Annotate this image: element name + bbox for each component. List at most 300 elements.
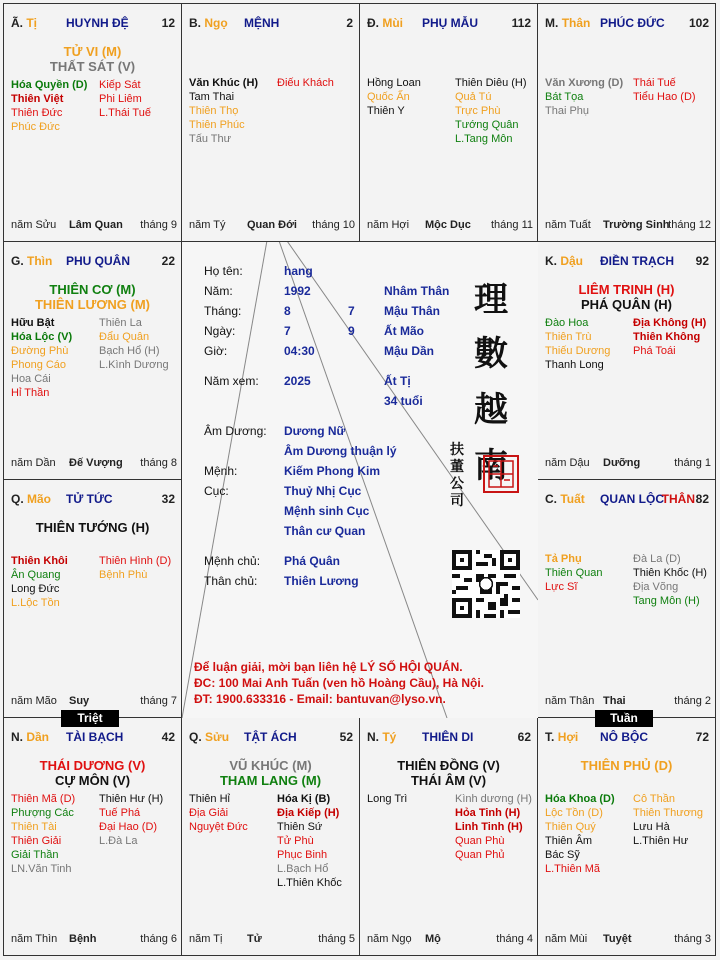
main-star: THIÊN TƯỚNG (H) [35, 520, 150, 535]
branch-stem: T. [545, 730, 555, 744]
dai-han-year: năm Hợi [367, 219, 410, 231]
minor-stars-left [545, 552, 630, 594]
palace-name: MỆNH [244, 16, 280, 30]
branch-name: Tý [382, 730, 397, 744]
minor-star: Tuế Phá [99, 807, 141, 819]
palace-footer [11, 933, 177, 947]
minor-star: Linh Tinh (H) [455, 821, 523, 833]
minor-stars-right [277, 76, 360, 90]
branch-stem: B. [189, 16, 201, 30]
palace-branch [11, 16, 37, 30]
palace-number: 72 [695, 730, 709, 744]
main-star: THÁI DƯƠNG (V) [39, 758, 146, 773]
palace-footer [11, 219, 177, 233]
palace-suu [182, 718, 360, 956]
trang-sinh: Dưỡng [603, 457, 641, 469]
minor-star: Thiên Việt [11, 93, 64, 105]
branch-name: Hợi [557, 730, 579, 744]
main-stars [538, 282, 715, 312]
minor-star: Kình dương (H) [455, 793, 532, 805]
minor-stars-left [545, 792, 630, 876]
dai-han-year: năm Tuất [545, 219, 591, 231]
minor-star: Thiên Âm [545, 835, 593, 847]
value-ngay-can: Ất Mão [384, 324, 424, 338]
main-stars [360, 758, 537, 788]
minor-star: Thiên Phúc [189, 119, 245, 131]
palace-footer [545, 933, 711, 947]
minor-star: Thai Phụ [545, 105, 590, 117]
minor-star: Nguyệt Đức [189, 821, 248, 833]
palace-branch [11, 492, 51, 506]
value-nam-xem-can: Ất Tị [384, 374, 411, 388]
luu-month: tháng 5 [318, 933, 355, 945]
branch-name: Mùi [382, 16, 404, 30]
branch-stem: C. [545, 492, 557, 506]
minor-star: Thiên Y [367, 105, 405, 117]
minor-star: Thiên Sứ [277, 821, 323, 833]
minor-star: Đại Hao (D) [99, 821, 158, 833]
palace-footer [367, 219, 533, 233]
main-star: VŨ KHÚC (M) [229, 758, 312, 773]
minor-star: Thiên Thọ [189, 105, 239, 117]
palace-footer [189, 933, 355, 947]
palace-header [545, 254, 711, 270]
minor-star: Phong Cáo [11, 359, 67, 371]
dai-han-year: năm Mão [11, 695, 57, 707]
minor-star: Bác Sỹ [545, 849, 580, 861]
branch-stem: Q. [189, 730, 202, 744]
main-star: TỬ VI (M) [63, 44, 122, 59]
palace-header [189, 16, 355, 32]
branch-name: Thân [561, 16, 591, 30]
label-gio: Giờ: [204, 344, 228, 358]
minor-star: Tướng Quân [455, 119, 519, 131]
trang-sinh: Bệnh [69, 933, 97, 945]
palace-header [367, 16, 533, 32]
palace-branch [11, 254, 52, 268]
palace-hoi [538, 718, 716, 956]
branch-name: Dần [26, 730, 50, 744]
minor-stars-right [277, 792, 360, 890]
main-stars [4, 282, 181, 312]
minor-star: Thiên Tài [11, 821, 57, 833]
minor-star: Thiên Quý [545, 821, 596, 833]
palace-branch [545, 16, 590, 30]
minor-star: Phi Liêm [99, 93, 142, 105]
palace-name: TỬ TỨC [66, 492, 113, 506]
trang-sinh: Đế Vượng [69, 457, 123, 469]
trang-sinh: Thai [603, 695, 626, 707]
calligraphy-char-2: 數 [474, 334, 508, 374]
palace-name: NÔ BỘC [600, 730, 648, 744]
minor-stars-left [189, 792, 274, 834]
palace-number: 62 [517, 730, 531, 744]
palace-name: ĐIỀN TRẠCH [600, 254, 674, 268]
minor-star: Đẩu Quân [99, 331, 150, 343]
palace-footer [545, 457, 711, 471]
minor-star: L.Tang Môn [455, 133, 513, 145]
minor-star: Hóa Lộc (V) [11, 331, 73, 343]
palace-footer [545, 695, 711, 709]
trang-sinh: Quan Đới [247, 219, 297, 231]
palace-number: 52 [339, 730, 353, 744]
value-nam: 1992 [284, 284, 311, 298]
palace-header [545, 492, 711, 508]
main-star: THÁI ÂM (V) [410, 773, 487, 788]
value-ngay-a: 7 [284, 324, 291, 338]
palace-name: PHÚC ĐỨC [600, 16, 665, 30]
palace-footer [189, 219, 355, 233]
contact-line-2: ĐC: 100 Mai Anh Tuấn (ven hồ Hoàng Cầu), Hà Nội. [194, 676, 485, 690]
branch-stem: Đ. [367, 16, 379, 30]
minor-star: Địa Kiếp (H) [277, 807, 340, 819]
minor-star: Phúc Đức [11, 121, 60, 133]
palace-number: 112 [511, 16, 531, 30]
trang-sinh: Lâm Quan [69, 219, 123, 231]
branch-stem: M. [545, 16, 559, 30]
palace-number: 92 [695, 254, 709, 268]
palace-name: TẬT ÁCH [244, 730, 297, 744]
minor-star: Thiên Không [633, 331, 701, 343]
branch-stem: Q. [11, 492, 24, 506]
minor-stars-left [367, 76, 452, 118]
minor-star: Tử Phù [277, 835, 314, 847]
minor-star: Thiên Hình (D) [99, 555, 172, 567]
calligraphy-char-3: 越 [474, 390, 508, 430]
palace-branch [545, 254, 583, 268]
minor-star: Thiên Diêu (H) [455, 77, 527, 89]
branch-stem: K. [545, 254, 557, 268]
branch-name: Ngọ [204, 16, 228, 30]
main-stars [4, 520, 181, 535]
minor-stars-right [633, 76, 716, 104]
center-panel [182, 242, 538, 718]
branch-stem: G. [11, 254, 24, 268]
main-star: PHÁ QUÂN (H) [581, 297, 672, 312]
tuan-tag: Tuần [595, 710, 653, 727]
minor-star: Văn Khúc (H) [189, 77, 259, 89]
luu-month: tháng 2 [674, 695, 711, 707]
label-am-duong: Âm Dương: [204, 424, 267, 438]
calligraphy-char-1: 理 [474, 280, 508, 320]
palace-number: 102 [688, 16, 709, 30]
minor-star: Thanh Long [545, 359, 604, 371]
value-tuoi: 34 tuổi [384, 394, 423, 408]
label-menh: Mệnh: [204, 464, 238, 478]
minor-star: Trực Phù [455, 105, 501, 117]
minor-stars-right [99, 792, 182, 848]
minor-star: Thiên Đức [11, 107, 63, 119]
palace-branch [11, 730, 49, 744]
minor-stars-left [11, 78, 96, 134]
value-am-duong: Dương Nữ [284, 424, 346, 438]
palace-than [538, 4, 716, 242]
minor-stars-right [633, 552, 716, 608]
minor-star: Thái Tuế [633, 77, 676, 89]
main-star: THIÊN ĐỒNG (V) [397, 758, 500, 773]
label-than-chu: Thân chủ: [204, 574, 258, 588]
label-nam: Năm: [204, 284, 233, 298]
dai-han-year: năm Thìn [11, 933, 58, 945]
minor-star: Quan Phủ [455, 849, 505, 861]
main-stars [4, 758, 181, 788]
branch-name: Sửu [205, 730, 230, 744]
label-nam-xem: Năm xem: [204, 374, 259, 388]
minor-star: Địa Không (H) [633, 317, 707, 329]
minor-star: Giải Thần [11, 849, 59, 861]
palace-name: HUYNH ĐỆ [66, 16, 129, 30]
minor-star: Bệnh Phù [99, 569, 148, 581]
luu-month: tháng 6 [140, 933, 177, 945]
minor-star: Phá Toái [633, 345, 676, 357]
minor-star: Thiên Hư (H) [99, 793, 164, 805]
minor-star: Lưu Hà [633, 821, 670, 833]
minor-star: Quan Phù [455, 835, 505, 847]
minor-star: Long Trì [367, 793, 408, 805]
value-cuc: Thuỷ Nhị Cục [284, 484, 362, 498]
palace-number: 42 [161, 730, 175, 744]
minor-star: Kiếp Sát [99, 79, 141, 91]
dai-han-year: năm Dần [11, 457, 56, 469]
calligraphy-char-4: 南 [474, 446, 508, 486]
palace-name: PHU QUÂN [66, 254, 131, 268]
value-thang-a: 8 [284, 304, 291, 318]
minor-star: Quả Tú [455, 91, 492, 103]
dai-han-year: năm Tị [189, 933, 223, 945]
palace-branch [545, 492, 585, 506]
minor-star: Điếu Khách [277, 77, 334, 89]
minor-star: Bát Tọa [545, 91, 584, 103]
branch-stem: N. [11, 730, 23, 744]
palace-header [545, 16, 711, 32]
minor-star: Cô Thần [633, 793, 675, 805]
trang-sinh: Mộc Dục [425, 219, 471, 231]
main-stars [4, 44, 181, 74]
minor-star: L.Kình Dương [99, 359, 169, 371]
minor-star: L.Bạch Hổ [277, 863, 329, 875]
palace-footer [11, 695, 177, 709]
contact-line-3: ĐT: 1900.633316 - Email: bantuvan@lyso.vn. [194, 692, 446, 706]
palace-number: 12 [161, 16, 175, 30]
main-star: THAM LANG (M) [219, 773, 322, 788]
dai-han-year: năm Thân [545, 695, 595, 707]
value-gio: 04:30 [284, 344, 315, 358]
minor-star: Hóa Khoa (D) [545, 793, 615, 805]
minor-star: L.Lộc Tồn [11, 597, 60, 609]
minor-stars-left [11, 554, 96, 610]
dai-han-year: năm Dậu [545, 457, 590, 469]
label-cuc: Cục: [204, 484, 229, 498]
palace-header [11, 730, 177, 746]
value-thang-b: 7 [348, 304, 355, 318]
minor-star: Lực Sĩ [545, 581, 578, 593]
branch-name: Tuất [560, 492, 585, 506]
palace-ty [4, 4, 182, 242]
minor-star: LN.Văn Tinh [11, 863, 72, 875]
palace-branch [367, 730, 396, 744]
palace-branch [189, 730, 229, 744]
palace-dan [4, 718, 182, 956]
minor-star: Thiên La [99, 317, 142, 329]
label-ngay: Ngày: [204, 324, 236, 338]
minor-stars-right [99, 554, 182, 582]
minor-star: Hồng Loan [367, 77, 421, 89]
minor-star: Văn Xương (D) [545, 77, 624, 89]
minor-stars-left [545, 316, 630, 372]
value-nam-can: Nhâm Thân [384, 284, 450, 298]
minor-star: Thiên Trù [545, 331, 592, 343]
minor-stars-left [11, 792, 96, 876]
palace-branch [545, 730, 578, 744]
value-gio-can: Mậu Dần [384, 344, 435, 358]
triet-tag: Triệt [61, 710, 119, 727]
minor-star: Tả Phụ [545, 553, 582, 565]
minor-stars-right [455, 792, 538, 862]
minor-stars-left [189, 76, 274, 146]
palace-name: QUAN LỘC [600, 492, 664, 506]
minor-star: Tấu Thư [189, 133, 232, 145]
dai-han-year: năm Mùi [545, 933, 588, 945]
palace-mui [360, 4, 538, 242]
main-star: THẤT SÁT (V) [49, 59, 136, 74]
minor-star: Thiếu Dương [545, 345, 611, 357]
value-am-duong-2: Âm Dương thuận lý [284, 444, 397, 458]
palace-number: 82 [695, 492, 709, 506]
luu-month: tháng 12 [668, 219, 711, 231]
minor-star: Hóa Quyền (D) [11, 79, 88, 91]
dai-han-year: năm Ngọ [367, 933, 412, 945]
minor-star: Địa Giải [189, 807, 229, 819]
minor-star: Đà La (D) [633, 553, 681, 565]
palace-header [11, 16, 177, 32]
main-star: THIÊN CƠ (M) [49, 282, 136, 297]
value-menh: Kiếm Phong Kim [284, 464, 381, 478]
minor-star: Phượng Các [11, 807, 74, 819]
minor-star: L.Thiên Mã [545, 863, 601, 875]
branch-stem: Ã. [11, 16, 23, 30]
minor-star: L.Thiên Khốc [277, 877, 342, 889]
trang-sinh: Suy [69, 695, 90, 707]
palace-branch [367, 16, 403, 30]
minor-star: Thiên Hỉ [189, 793, 230, 805]
dai-han-year: năm Sửu [11, 219, 57, 231]
palace-footer [11, 457, 177, 471]
main-star: CỰ MÔN (V) [54, 773, 131, 788]
minor-star: Địa Võng [633, 581, 679, 593]
palace-mao [4, 480, 182, 718]
minor-star: Lộc Tồn (D) [545, 807, 603, 819]
contact-line-1: Để luận giải, mời bạn liên hệ LÝ SỐ HỘI QUÁN. [194, 660, 463, 674]
palace-ngo [182, 4, 360, 242]
main-stars [182, 758, 359, 788]
minor-star: Đường Phù [11, 345, 69, 357]
palace-header [189, 730, 355, 746]
trang-sinh: Mộ [425, 933, 441, 945]
palace-ty2 [360, 718, 538, 956]
minor-star: L.Thiên Hư [633, 835, 689, 847]
minor-stars-right [99, 78, 182, 120]
than-marker: THÂN [661, 492, 695, 506]
label-menh-chu: Mệnh chủ: [204, 554, 261, 568]
branch-stem: N. [367, 730, 379, 744]
luu-month: tháng 10 [312, 219, 355, 231]
palace-name: THIÊN DI [422, 730, 474, 744]
minor-star: Thiên Mã (D) [11, 793, 76, 805]
minor-stars-right [99, 316, 182, 372]
label-ho-ten: Họ tên: [204, 264, 243, 278]
value-than-chu: Thiên Lương [284, 574, 359, 588]
value-menh-chu: Phá Quân [284, 554, 341, 568]
minor-star: Thiên Giải [11, 835, 62, 847]
trang-sinh: Trường Sinh [603, 219, 670, 231]
minor-star: Long Đức [11, 583, 60, 595]
minor-star: Bạch Hổ (H) [99, 345, 160, 357]
minor-star: Hữu Bật [11, 317, 55, 329]
minor-star: Hỏa Tinh (H) [455, 807, 521, 819]
palace-thin [4, 242, 182, 480]
branch-name: Mão [27, 492, 52, 506]
value-ho-ten: hang [284, 264, 313, 278]
luu-month: tháng 7 [140, 695, 177, 707]
luu-month: tháng 11 [490, 219, 533, 231]
luu-month: tháng 1 [674, 457, 711, 469]
palace-number: 22 [161, 254, 175, 268]
value-ngay-b: 9 [348, 324, 355, 338]
minor-stars-right [455, 76, 538, 146]
minor-star: L.Thái Tuế [99, 107, 151, 119]
minor-star: L.Đà La [99, 835, 138, 847]
label-thang: Tháng: [204, 304, 242, 318]
trang-sinh: Tử [247, 933, 262, 945]
main-star: LIÊM TRINH (H) [578, 282, 675, 297]
value-cuc-2: Mệnh sinh Cục [284, 504, 370, 518]
palace-name: TÀI BẠCH [66, 730, 124, 744]
palace-number: 32 [161, 492, 175, 506]
minor-star: Hỉ Thần [11, 387, 50, 399]
dai-han-year: năm Tý [189, 219, 226, 231]
palace-header [11, 492, 177, 508]
minor-star: Thiên Khốc (H) [633, 567, 707, 579]
luu-month: tháng 9 [140, 219, 177, 231]
minor-stars-left [545, 76, 630, 118]
minor-stars-left [11, 316, 96, 400]
main-stars [538, 758, 715, 773]
trang-sinh: Tuyệt [603, 933, 632, 945]
minor-stars-right [633, 316, 716, 358]
minor-star: Tang Môn (H) [633, 595, 700, 607]
minor-star: Quốc Ấn [367, 91, 410, 103]
minor-star: Hoa Cái [11, 373, 51, 385]
qr-code-icon [452, 550, 520, 618]
minor-star: Tam Thai [189, 91, 235, 103]
luu-month: tháng 8 [140, 457, 177, 469]
minor-star: Thiên Thương [633, 807, 704, 819]
minor-star: Ân Quang [11, 569, 61, 581]
palace-branch [189, 16, 228, 30]
minor-star: Đào Hoa [545, 317, 589, 329]
minor-stars-right [633, 792, 716, 848]
seal-stamp-icon [482, 454, 520, 494]
luu-month: tháng 3 [674, 933, 711, 945]
palace-header [367, 730, 533, 746]
value-cuc-3: Thân cư Quan [284, 524, 366, 538]
main-star: THIÊN PHỦ (D) [580, 758, 673, 773]
minor-stars-left [367, 792, 452, 806]
minor-star: Thiên Khôi [11, 555, 68, 567]
minor-star: Tiểu Hao (D) [633, 91, 696, 103]
palace-header [11, 254, 177, 270]
palace-dau [538, 242, 716, 480]
